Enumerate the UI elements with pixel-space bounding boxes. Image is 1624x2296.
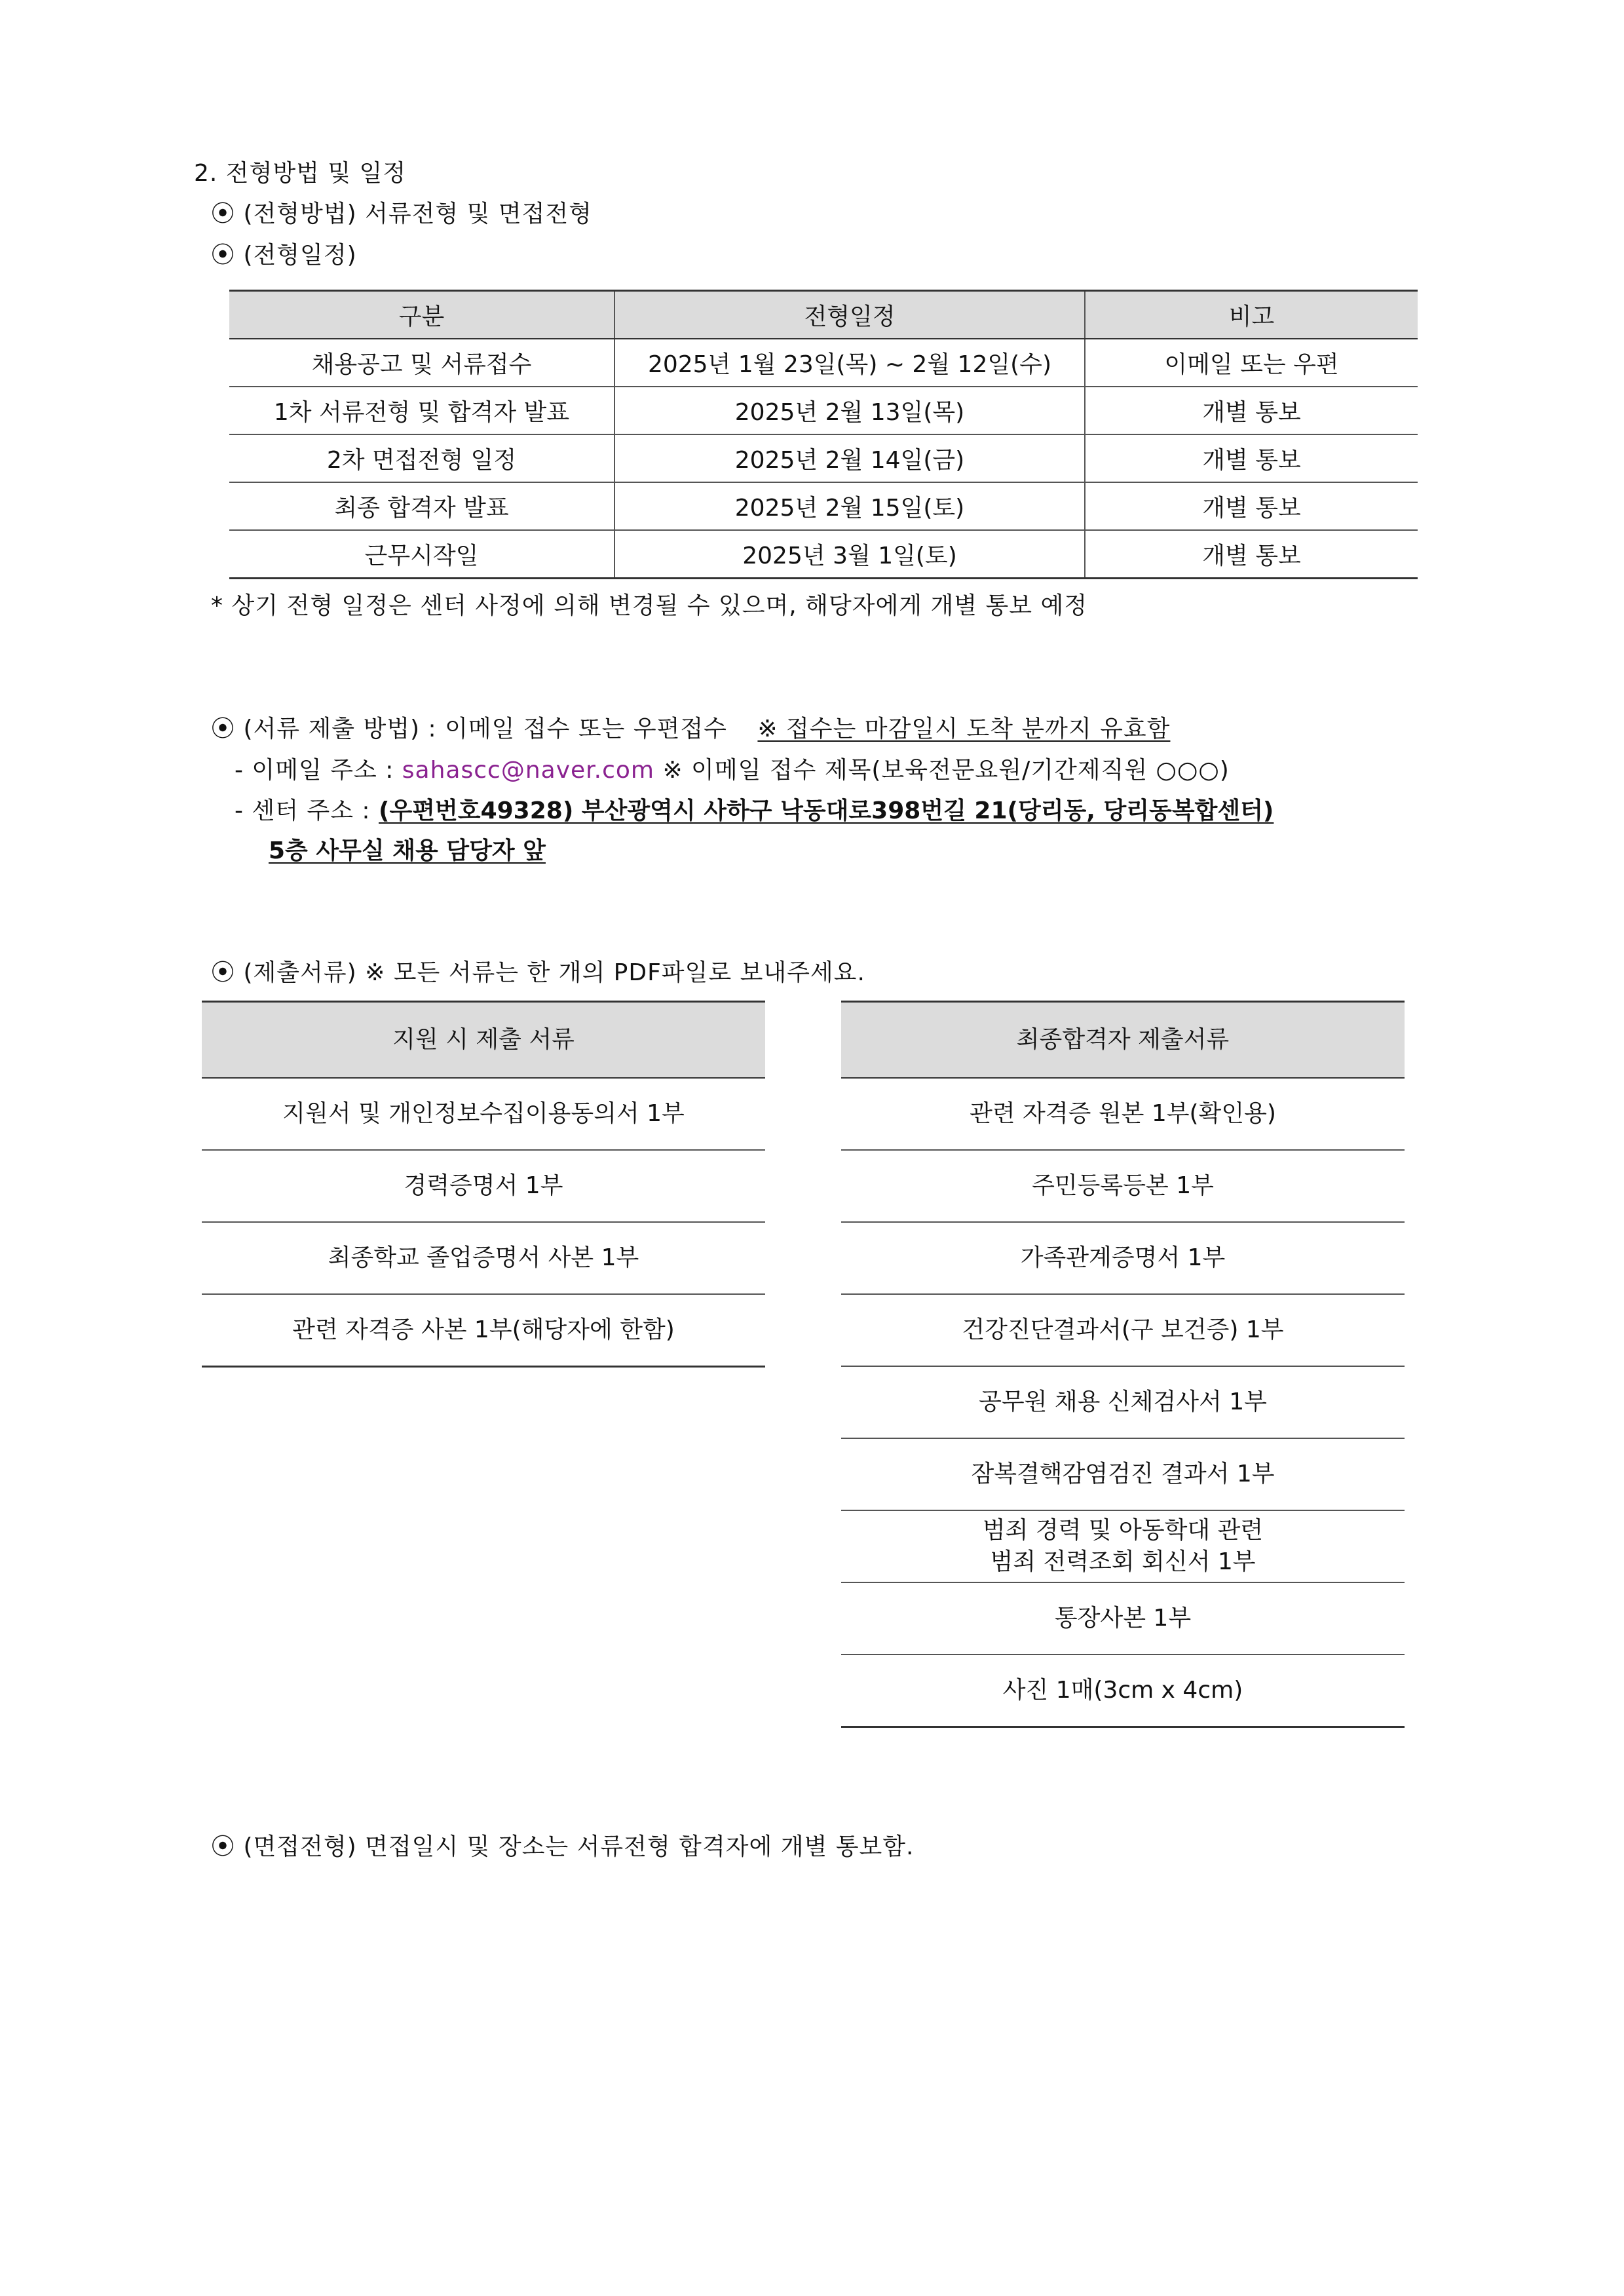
applicant-header-row: [202, 1002, 765, 1079]
table-row: [229, 434, 1418, 482]
schedule-cell: 개별 통보: [1085, 530, 1418, 579]
table-row: [229, 339, 1418, 387]
final-doc-item: 통장사본 1부: [841, 1582, 1405, 1655]
final-docs-header: 최종합격자 제출서류: [841, 1002, 1405, 1079]
address-line-1: (우편번호49328) 부산광역시 사하구 낙동대로398번길 21(당리동, 당리동복합센터): [379, 797, 1274, 824]
final-doc-item: 관련 자격증 원본 1부(확인용): [841, 1078, 1405, 1150]
final-doc-item: 잠복결핵감염검진 결과서 1부: [841, 1438, 1405, 1510]
documents-label: ⦿ (제출서류) ※ 모든 서류는 한 개의 PDF파일로 보내주세요.: [211, 959, 865, 986]
schedule-header-date: 전형일정: [614, 291, 1085, 339]
schedule-header-remark: 비고: [1085, 291, 1418, 339]
schedule-cell: 근무시작일: [229, 530, 614, 579]
table-row: [841, 1150, 1405, 1222]
table-row: [841, 1655, 1405, 1727]
email-subject-note: ※ 이메일 접수 제목(보육전문요원/기간제직원 ○○○): [662, 757, 1230, 784]
address-line-2: 5층 사무실 채용 담당자 앞: [269, 837, 546, 864]
schedule-label: ⦿ (전형일정): [211, 242, 357, 269]
table-row: [841, 1510, 1405, 1582]
table-row: [841, 1438, 1405, 1510]
applicant-docs-header: 지원 시 제출 서류: [202, 1002, 765, 1079]
final-doc-item: 건강진단결과서(구 보건증) 1부: [841, 1294, 1405, 1366]
schedule-cell: 1차 서류전형 및 합격자 발표: [229, 387, 614, 434]
table-row: [202, 1222, 765, 1294]
final-doc-item: 범죄 경력 및 아동학대 관련 범죄 전력조회 회신서 1부: [841, 1510, 1405, 1582]
schedule-cell: 2025년 2월 14일(금): [614, 434, 1085, 482]
table-row: [229, 387, 1418, 434]
applicant-documents-table: [202, 1001, 765, 1368]
schedule-cell: 개별 통보: [1085, 387, 1418, 434]
final-doc-item: 공무원 채용 신체검사서 1부: [841, 1366, 1405, 1438]
section-title: 2. 전형방법 및 일정: [194, 160, 407, 187]
selection-method: ⦿ (전형방법) 서류전형 및 면접전형: [211, 201, 592, 227]
schedule-cell: 개별 통보: [1085, 434, 1418, 482]
schedule-header-row: [229, 291, 1418, 339]
submission-notice: ※ 접수는 마감일시 도착 분까지 유효함: [757, 716, 1171, 742]
email-line: [235, 752, 1230, 785]
schedule-cell: 2025년 2월 13일(목): [614, 387, 1085, 434]
table-row: [841, 1366, 1405, 1438]
submission-method: [211, 710, 1170, 744]
address-label: - 센터 주소 :: [235, 797, 371, 824]
final-header-row: [841, 1002, 1405, 1079]
table-row: [841, 1582, 1405, 1655]
table-row: [229, 482, 1418, 530]
table-row: [202, 1150, 765, 1222]
final-documents-table: [841, 1001, 1405, 1728]
schedule-cell: 2025년 1월 23일(목) ~ 2월 12일(수): [614, 339, 1085, 387]
applicant-doc-item: 지원서 및 개인정보수집이용동의서 1부: [202, 1078, 765, 1150]
schedule-note: * 상기 전형 일정은 센터 사정에 의해 변경될 수 있으며, 해당자에게 개별 통보 예정: [211, 592, 1088, 619]
email-label: - 이메일 주소 :: [235, 757, 394, 784]
table-row: [229, 530, 1418, 579]
final-doc-item: 사진 1매(3cm x 4cm): [841, 1655, 1405, 1727]
schedule-cell: 2025년 2월 15일(토): [614, 482, 1085, 530]
final-doc-item: 가족관계증명서 1부: [841, 1222, 1405, 1294]
schedule-cell: 2차 면접전형 일정: [229, 434, 614, 482]
schedule-cell: 이메일 또는 우편: [1085, 339, 1418, 387]
table-row: [202, 1294, 765, 1367]
interview-note: ⦿ (면접전형) 면접일시 및 장소는 서류전형 합격자에 개별 통보함.: [211, 1833, 915, 1860]
table-row: [841, 1294, 1405, 1366]
submission-label: ⦿ (서류 제출 방법) : 이메일 접수 또는 우편접수: [211, 716, 727, 742]
schedule-header-category: 구분: [229, 291, 614, 339]
schedule-cell: 2025년 3월 1일(토): [614, 530, 1085, 579]
applicant-doc-item: 경력증명서 1부: [202, 1150, 765, 1222]
schedule-cell: 최종 합격자 발표: [229, 482, 614, 530]
table-row: [841, 1078, 1405, 1150]
email-link[interactable]: sahascc@naver.com: [402, 757, 654, 784]
table-row: [202, 1078, 765, 1150]
schedule-table: [229, 290, 1418, 579]
applicant-doc-item: 관련 자격증 사본 1부(해당자에 한함): [202, 1294, 765, 1367]
applicant-doc-item: 최종학교 졸업증명서 사본 1부: [202, 1222, 765, 1294]
final-doc-item: 주민등록등본 1부: [841, 1150, 1405, 1222]
schedule-cell: 채용공고 및 서류접수: [229, 339, 614, 387]
schedule-cell: 개별 통보: [1085, 482, 1418, 530]
address-line: [235, 792, 1274, 826]
table-row: [841, 1222, 1405, 1294]
